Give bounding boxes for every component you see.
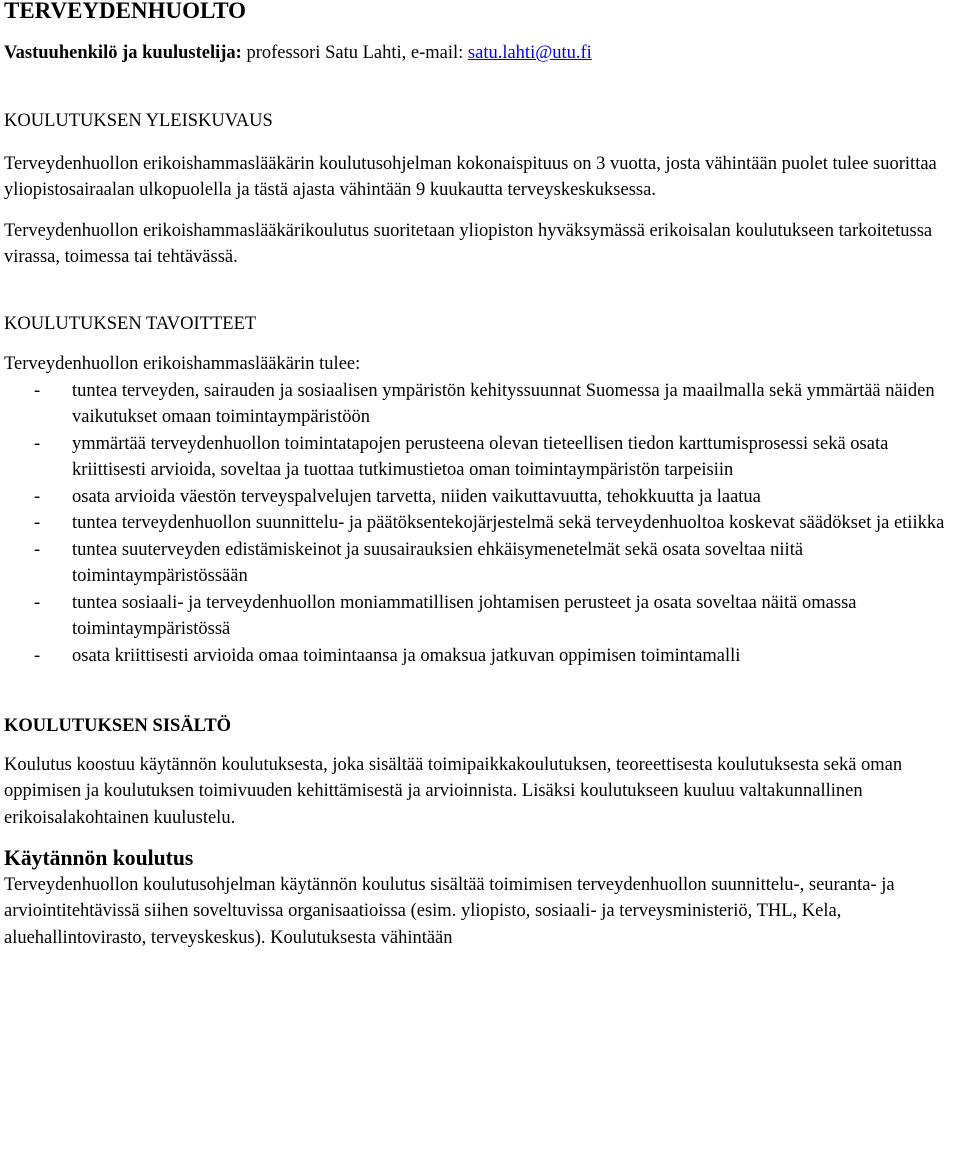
goals-heading: KOULUTUKSEN TAVOITTEET [4, 313, 257, 334]
goal-item-text: tuntea sosiaali- ja terveydenhuollon moniammatillisen johtamisen perusteet ja osata soveltaa näitä omassa toimintaympäristössä [72, 592, 857, 639]
content-paragraph: Koulutus koostuu käytännön koulutuksesta, joka sisältää toimipaikkakoulutuksen, teoreettisesta koulutuksesta sekä oman oppimisen ja koulutuksen toimivuuden kehittämisestä ja arvioinnista. Lisäksi koulutukseen kuuluu valtakunnallinen erikoisalakohtainen kuulustelu. [4, 754, 903, 828]
goal-item-text: osata kriittisesti arvioida omaa toimintaansa ja omaksua jatkuvan oppimisen toimintamalli [72, 645, 741, 666]
goal-item-text: tuntea terveyden, sairauden ja sosiaalisen ympäristön kehityssuunnat Suomessa ja maailmalla sekä ymmärtää näiden vaikutukset omaan toimintaympäristöön [72, 380, 935, 427]
content-heading: KOULUTUKSEN SISÄLTÖ [4, 716, 232, 736]
goal-item-text: ymmärtää terveydenhuollon toimintatapojen perusteena olevan tieteellisen tiedon karttumisprosessi sekä osata kriittisesti arvioida, soveltaa ja tuottaa tutkimustietoa oman toimintaympäristön tarpeisiin [72, 433, 889, 480]
practical-heading: Käytännön koulutus [4, 846, 194, 870]
dash-marker: - [34, 486, 41, 507]
responsible-label: Vastuuhenkilö ja kuulustelija: [4, 43, 242, 63]
dash-marker: - [34, 592, 41, 613]
goals-list [4, 378, 956, 670]
goal-item [4, 643, 956, 670]
dash-marker: - [34, 539, 41, 560]
goals-intro: Terveydenhuollon erikoishammaslääkärin tulee: [4, 354, 361, 374]
goal-item [4, 484, 956, 511]
goal-item-text: osata arvioida väestön terveyspalvelujen tarvetta, niiden vaikuttavuutta, tehokkuutta ja laatua [72, 486, 761, 507]
dash-marker: - [34, 513, 41, 533]
goal-item-text: tuntea terveydenhuollon suunnittelu- ja päätöksentekojärjestelmä sekä terveydenhuoltoa koskevat säädökset ja etiikka [72, 513, 945, 533]
goal-item [4, 537, 956, 590]
goal-item [4, 431, 956, 484]
dash-marker: - [34, 433, 41, 454]
email-link[interactable]: satu.lahti@utu.fi [467, 43, 592, 63]
practical-paragraph: Terveydenhuollon koulutusohjelman käytännön koulutus sisältää toimimisen terveydenhuollon suunnittelu-, seuranta- ja arviointitehtävissä siihen soveltuvissa organisaatioissa (esim. yliopisto, sosiaali- ja terveysministeriö, THL, Kela, aluehallintovirasto, terveyskeskus). Koulutuksesta vähintään [4, 874, 895, 948]
goal-item-text: tuntea suuterveyden edistämiskeinot ja suusairauksien ehkäisymenetelmät sekä osata soveltaa niitä toimintaympäristössään [72, 539, 804, 586]
overview-heading: KOULUTUKSEN YLEISKUVAUS [4, 111, 273, 131]
document-page [4, 0, 956, 951]
dash-marker: - [34, 645, 41, 666]
page-title: TERVEYDENHUOLTO [4, 0, 247, 23]
overview-paragraph-1: Terveydenhuollon erikoishammaslääkärin koulutusohjelman kokonaispituus on 3 vuotta, josta vähintään puolet tulee suorittaa yliopistosairaalan ulkopuolella ja tästä ajasta vähintään 9 kuukautta terveyskeskuksessa. [4, 153, 937, 200]
goal-item [4, 510, 956, 537]
responsible-text: professori Satu Lahti, e-mail: [241, 43, 468, 63]
responsible-line [4, 40, 956, 66]
goal-item [4, 590, 956, 643]
goal-item [4, 378, 956, 431]
overview-paragraph-2: Terveydenhuollon erikoishammaslääkärikoulutus suoritetaan yliopiston hyväksymässä erikoisalan koulutukseen tarkoitetussa virassa, toimessa tai tehtävässä. [4, 220, 933, 267]
dash-marker: - [34, 380, 41, 401]
